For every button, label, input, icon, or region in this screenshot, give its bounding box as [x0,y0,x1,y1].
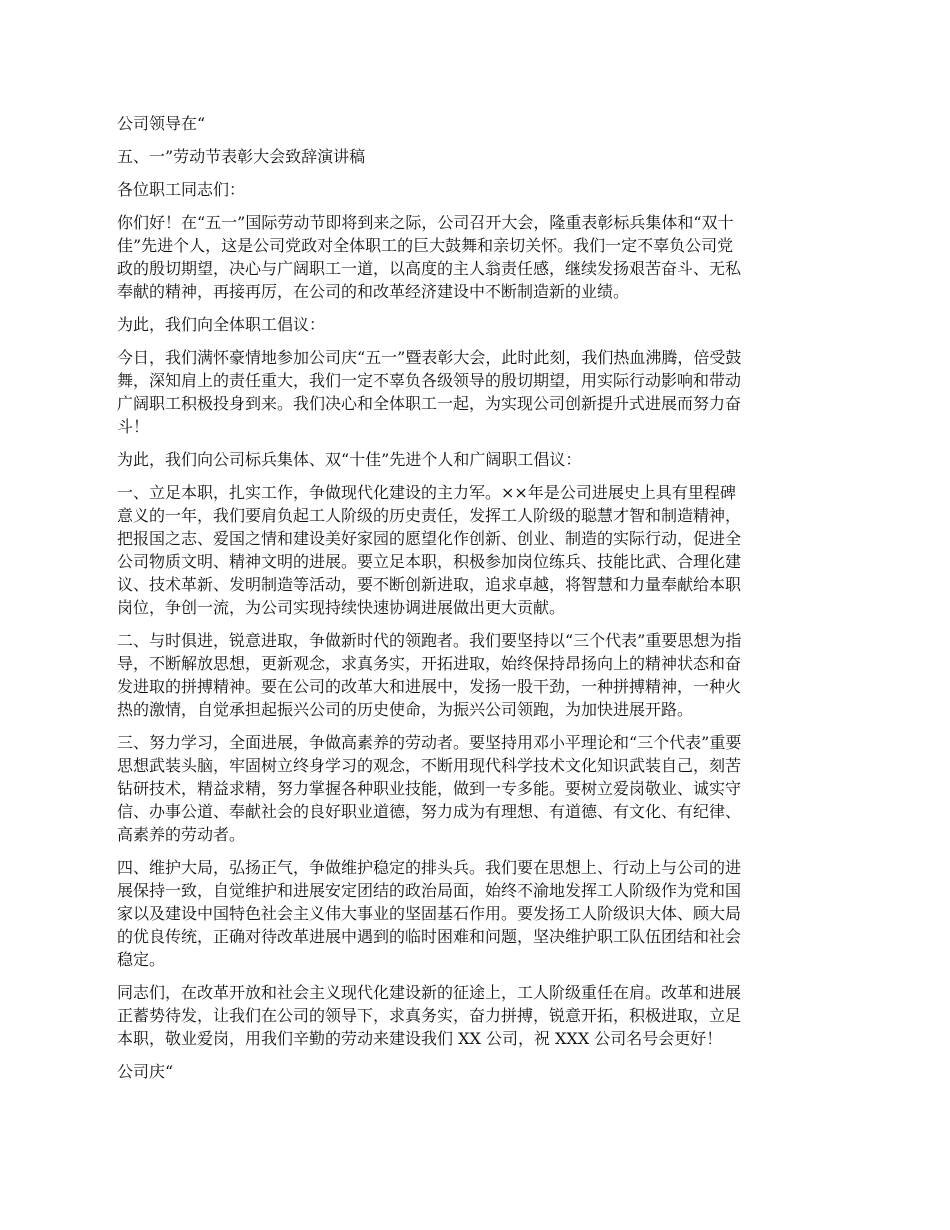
paragraph-line: 公司物质文明、精神文明的进展。要立足本职，积极参加岗位练兵、技能比武、合理化建 [117,552,742,571]
paragraph-line: 展保持一致，自觉维护和进展安定团结的政治局面，始终不渝地发挥工人阶级作为党和国 [117,881,742,900]
paragraph-line: 家以及建设中国特色社会主义伟大事业的坚固基石作用。要发扬工人阶级识大体、顾大局 [117,904,742,923]
paragraph-line: 钻研技术，精益求精，努力掌握各种职业技能，做到一专多能。要树立爱岗敬业、诚实守 [117,779,742,798]
paragraph-line: 同志们，在改革开放和社会主义现代化建设新的征途上，工人阶级重任在肩。改革和进展 [117,983,742,1002]
body-paragraph [117,481,843,619]
paragraph-line: 思想武装头脑，牢固树立终身学习的观念，不断用现代科学技术文化知识武装自己，刻苦 [117,756,742,775]
body-paragraph [117,856,843,971]
body-paragraph [117,981,843,1050]
paragraph-line: 二、与时俱进，锐意进取，争做新时代的领跑者。我们要坚持以“三个代表”重要思想为指 [117,631,742,650]
paragraph-line: 稳定。 [117,950,166,969]
paragraph-line: 的优良传统，正确对待改革进展中遇到的临时困难和问题，坚决维护职工队伍团结和社会 [117,927,742,946]
body-paragraph [117,448,843,471]
title-line-1: 公司领导在“ [117,114,206,133]
body-paragraph [117,313,843,336]
body-paragraph [117,346,843,438]
closing-line: 公司庆“ [117,1062,174,1081]
paragraph-line: 佳”先进个人，这是公司党政对全体职工的巨大鼓舞和亲切关怀。我们一定不辜负公司党 [117,236,734,255]
body-paragraphs [117,211,843,1050]
paragraph-line: 为此，我们向公司标兵集体、双“十佳”先进个人和广阔职工倡议： [117,450,582,469]
paragraph-line: 意义的一年，我们要肩负起工人阶级的历史责任，发挥工人阶级的聪慧才智和制造精神， [117,506,742,525]
paragraph-line: 岗位，争创一流，为公司实现持续快速协调进展做出更大贡献。 [117,598,566,617]
body-paragraph [117,731,843,846]
paragraph-line: 把报国之志、爱国之情和建设美好家园的愿望化作创新、创业、制造的实际行动，促进全 [117,529,742,548]
salutation: 各位职工同志们： [117,180,246,199]
paragraph-line: 舞，深知肩上的责任重大，我们一定不辜负各级领导的殷切期望，用实际行动影响和带动 [117,371,742,390]
paragraph-line: 议、技术革新、发明制造等活动，要不断创新进取，追求卓越，将智慧和力量奉献给本职 [117,575,742,594]
paragraph-line: 斗！ [117,417,150,436]
document-page [117,112,843,1093]
paragraph-line: 政的殷切期望，决心与广阔职工一道，以高度的主人翁责任感，继续发扬艰苦奋斗、无私 [117,259,742,278]
paragraph-line: 热的激情，自觉承担起振兴公司的历史使命，为振兴公司领跑，为加快进展开路。 [117,700,694,719]
paragraph-line: 四、维护大局，弘扬正气，争做维护稳定的排头兵。我们要在思想上、行动上与公司的进 [117,858,742,877]
paragraph-line: 今日，我们满怀豪情地参加公司庆“五一”暨表彰大会，此时此刻，我们热血沸腾，倍受鼓 [117,348,742,367]
paragraph-line: 为此，我们向全体职工倡议： [117,315,326,334]
paragraph-line: 发进取的拼搏精神。要在公司的改革大和进展中，发扬一股干劲，一种拼搏精神，一种火 [117,677,742,696]
paragraph-line: 本职，敬业爱岗，用我们辛勤的劳动来建设我们 XX 公司，祝 XXX 公司名号会更好！ [117,1029,723,1048]
paragraph-line: 高素养的劳动者。 [117,825,246,844]
paragraph-line: 信、办事公道、奉献社会的良好职业道德，努力成为有理想、有道德、有文化、有纪律、 [117,802,742,821]
body-paragraph [117,629,843,721]
paragraph-line: 奉献的精神，再接再厉，在公司的和改革经济建设中不断制造新的业绩。 [117,282,630,301]
paragraph-line: 正蓄势待发，让我们在公司的领导下，求真务实，奋力拼搏，锐意开拓，积极进取，立足 [117,1006,742,1025]
paragraph-line: 你们好！在“五一”国际劳动节即将到来之际，公司召开大会，隆重表彰标兵集体和“双十 [117,213,734,232]
body-paragraph [117,211,843,303]
paragraph-line: 导，不断解放思想，更新观念，求真务实，开拓进取，始终保持昂扬向上的精神状态和奋 [117,654,742,673]
paragraph-line: 三、努力学习，全面进展，争做高素养的劳动者。要坚持用邓小平理论和“三个代表”重要 [117,733,742,752]
title-line-2: 五、一”劳动节表彰大会致辞演讲稿 [117,147,366,166]
paragraph-line: 广阔职工积极投身到来。我们决心和全体职工一起，为实现公司创新提升式进展而努力奋 [117,394,742,413]
paragraph-line: 一、立足本职，扎实工作，争做现代化建设的主力军。××年是公司进展史上具有里程碑 [117,483,736,502]
